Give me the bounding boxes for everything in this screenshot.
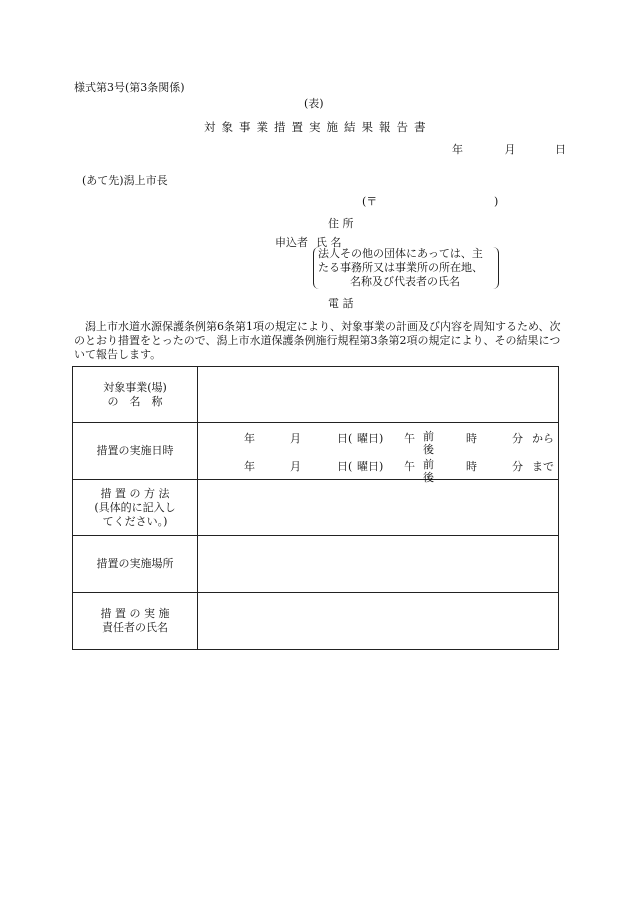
end-ampm bbox=[423, 458, 434, 484]
corp-note bbox=[318, 247, 496, 289]
end-year: 年 bbox=[244, 460, 255, 473]
until-label: まで bbox=[532, 460, 554, 473]
place-row bbox=[73, 536, 559, 593]
label-line: (具体的に記入し bbox=[94, 500, 176, 514]
corp-note-line: 法人その他の団体にあっては、主 bbox=[318, 247, 483, 260]
form-number: 様式第3号(第3条関係) bbox=[74, 81, 185, 94]
am-label: 前 bbox=[423, 458, 434, 471]
start-month: 月 bbox=[290, 432, 301, 445]
corp-note-line: たる事務所又は事業所の所在地、 bbox=[318, 261, 483, 274]
method-field[interactable] bbox=[198, 480, 559, 536]
start-time-row bbox=[198, 423, 558, 456]
postal-close: ) bbox=[494, 195, 499, 208]
place-field[interactable] bbox=[198, 536, 559, 593]
datetime-row bbox=[73, 423, 559, 480]
pm-label: 後 bbox=[423, 471, 434, 484]
place-label: 措置の実施場所 bbox=[73, 536, 198, 593]
project-name-row bbox=[73, 367, 559, 423]
report-table bbox=[72, 366, 559, 650]
label-line: 措 置 の 方 法 bbox=[100, 486, 170, 500]
front-side-label: (表) bbox=[304, 97, 324, 110]
start-day: 日( bbox=[337, 432, 353, 445]
address-label: 住 所 bbox=[328, 217, 354, 230]
responsible-field[interactable] bbox=[198, 593, 559, 650]
method-label bbox=[73, 480, 198, 536]
project-name-field[interactable] bbox=[198, 367, 559, 423]
phone-label: 電 話 bbox=[328, 297, 354, 310]
start-hour: 時 bbox=[466, 432, 477, 445]
end-hour: 時 bbox=[466, 460, 477, 473]
corp-note-line: 名称及び代表者の氏名 bbox=[350, 275, 460, 288]
date-day: 日 bbox=[555, 143, 566, 156]
document-title: 対象事業措置実施結果報告書 bbox=[204, 120, 432, 134]
start-weekday: 曜日) bbox=[357, 432, 384, 445]
name-label: 氏 名 bbox=[316, 236, 342, 249]
end-weekday: 曜日) bbox=[357, 460, 384, 473]
label-line: 対象事業(場) bbox=[103, 380, 167, 394]
report-statement: 潟上市水道水源保護条例第6条第1項の規定により、対象事業の計画及び内容を周知するため、次のとおり措置をとったので、潟上市水道保護条例施行規程第3条第2項の規定により、その結果について報告します。 bbox=[74, 320, 561, 361]
label-line: 責任者の氏名 bbox=[102, 621, 168, 634]
label-line: てください。) bbox=[102, 514, 168, 528]
from-label: から bbox=[532, 432, 554, 445]
label-line: の 名 称 bbox=[107, 394, 163, 408]
date-month: 月 bbox=[504, 143, 516, 156]
applicant-label: 申込者 bbox=[275, 236, 308, 249]
label-line: 措 置 の 実 施 bbox=[100, 607, 170, 620]
am-label: 前 bbox=[423, 430, 434, 443]
end-go: 午 bbox=[404, 460, 415, 473]
start-year: 年 bbox=[244, 432, 255, 445]
datetime-label: 措置の実施日時 bbox=[73, 423, 198, 480]
responsible-row bbox=[73, 593, 559, 650]
report-date bbox=[452, 144, 566, 157]
addressee: (あて先)潟上市長 bbox=[82, 174, 168, 187]
start-minute: 分 bbox=[512, 432, 523, 445]
date-year: 年 bbox=[452, 143, 463, 156]
project-name-label bbox=[73, 367, 198, 423]
responsible-label bbox=[73, 593, 198, 650]
end-time-row bbox=[198, 451, 558, 484]
end-month: 月 bbox=[290, 460, 301, 473]
method-row bbox=[73, 480, 559, 536]
end-day: 日( bbox=[337, 460, 353, 473]
pm-label: 後 bbox=[423, 443, 434, 456]
start-go: 午 bbox=[404, 432, 415, 445]
end-minute: 分 bbox=[512, 460, 523, 473]
postal-open: (〒 bbox=[362, 195, 378, 208]
datetime-field[interactable] bbox=[198, 423, 559, 484]
